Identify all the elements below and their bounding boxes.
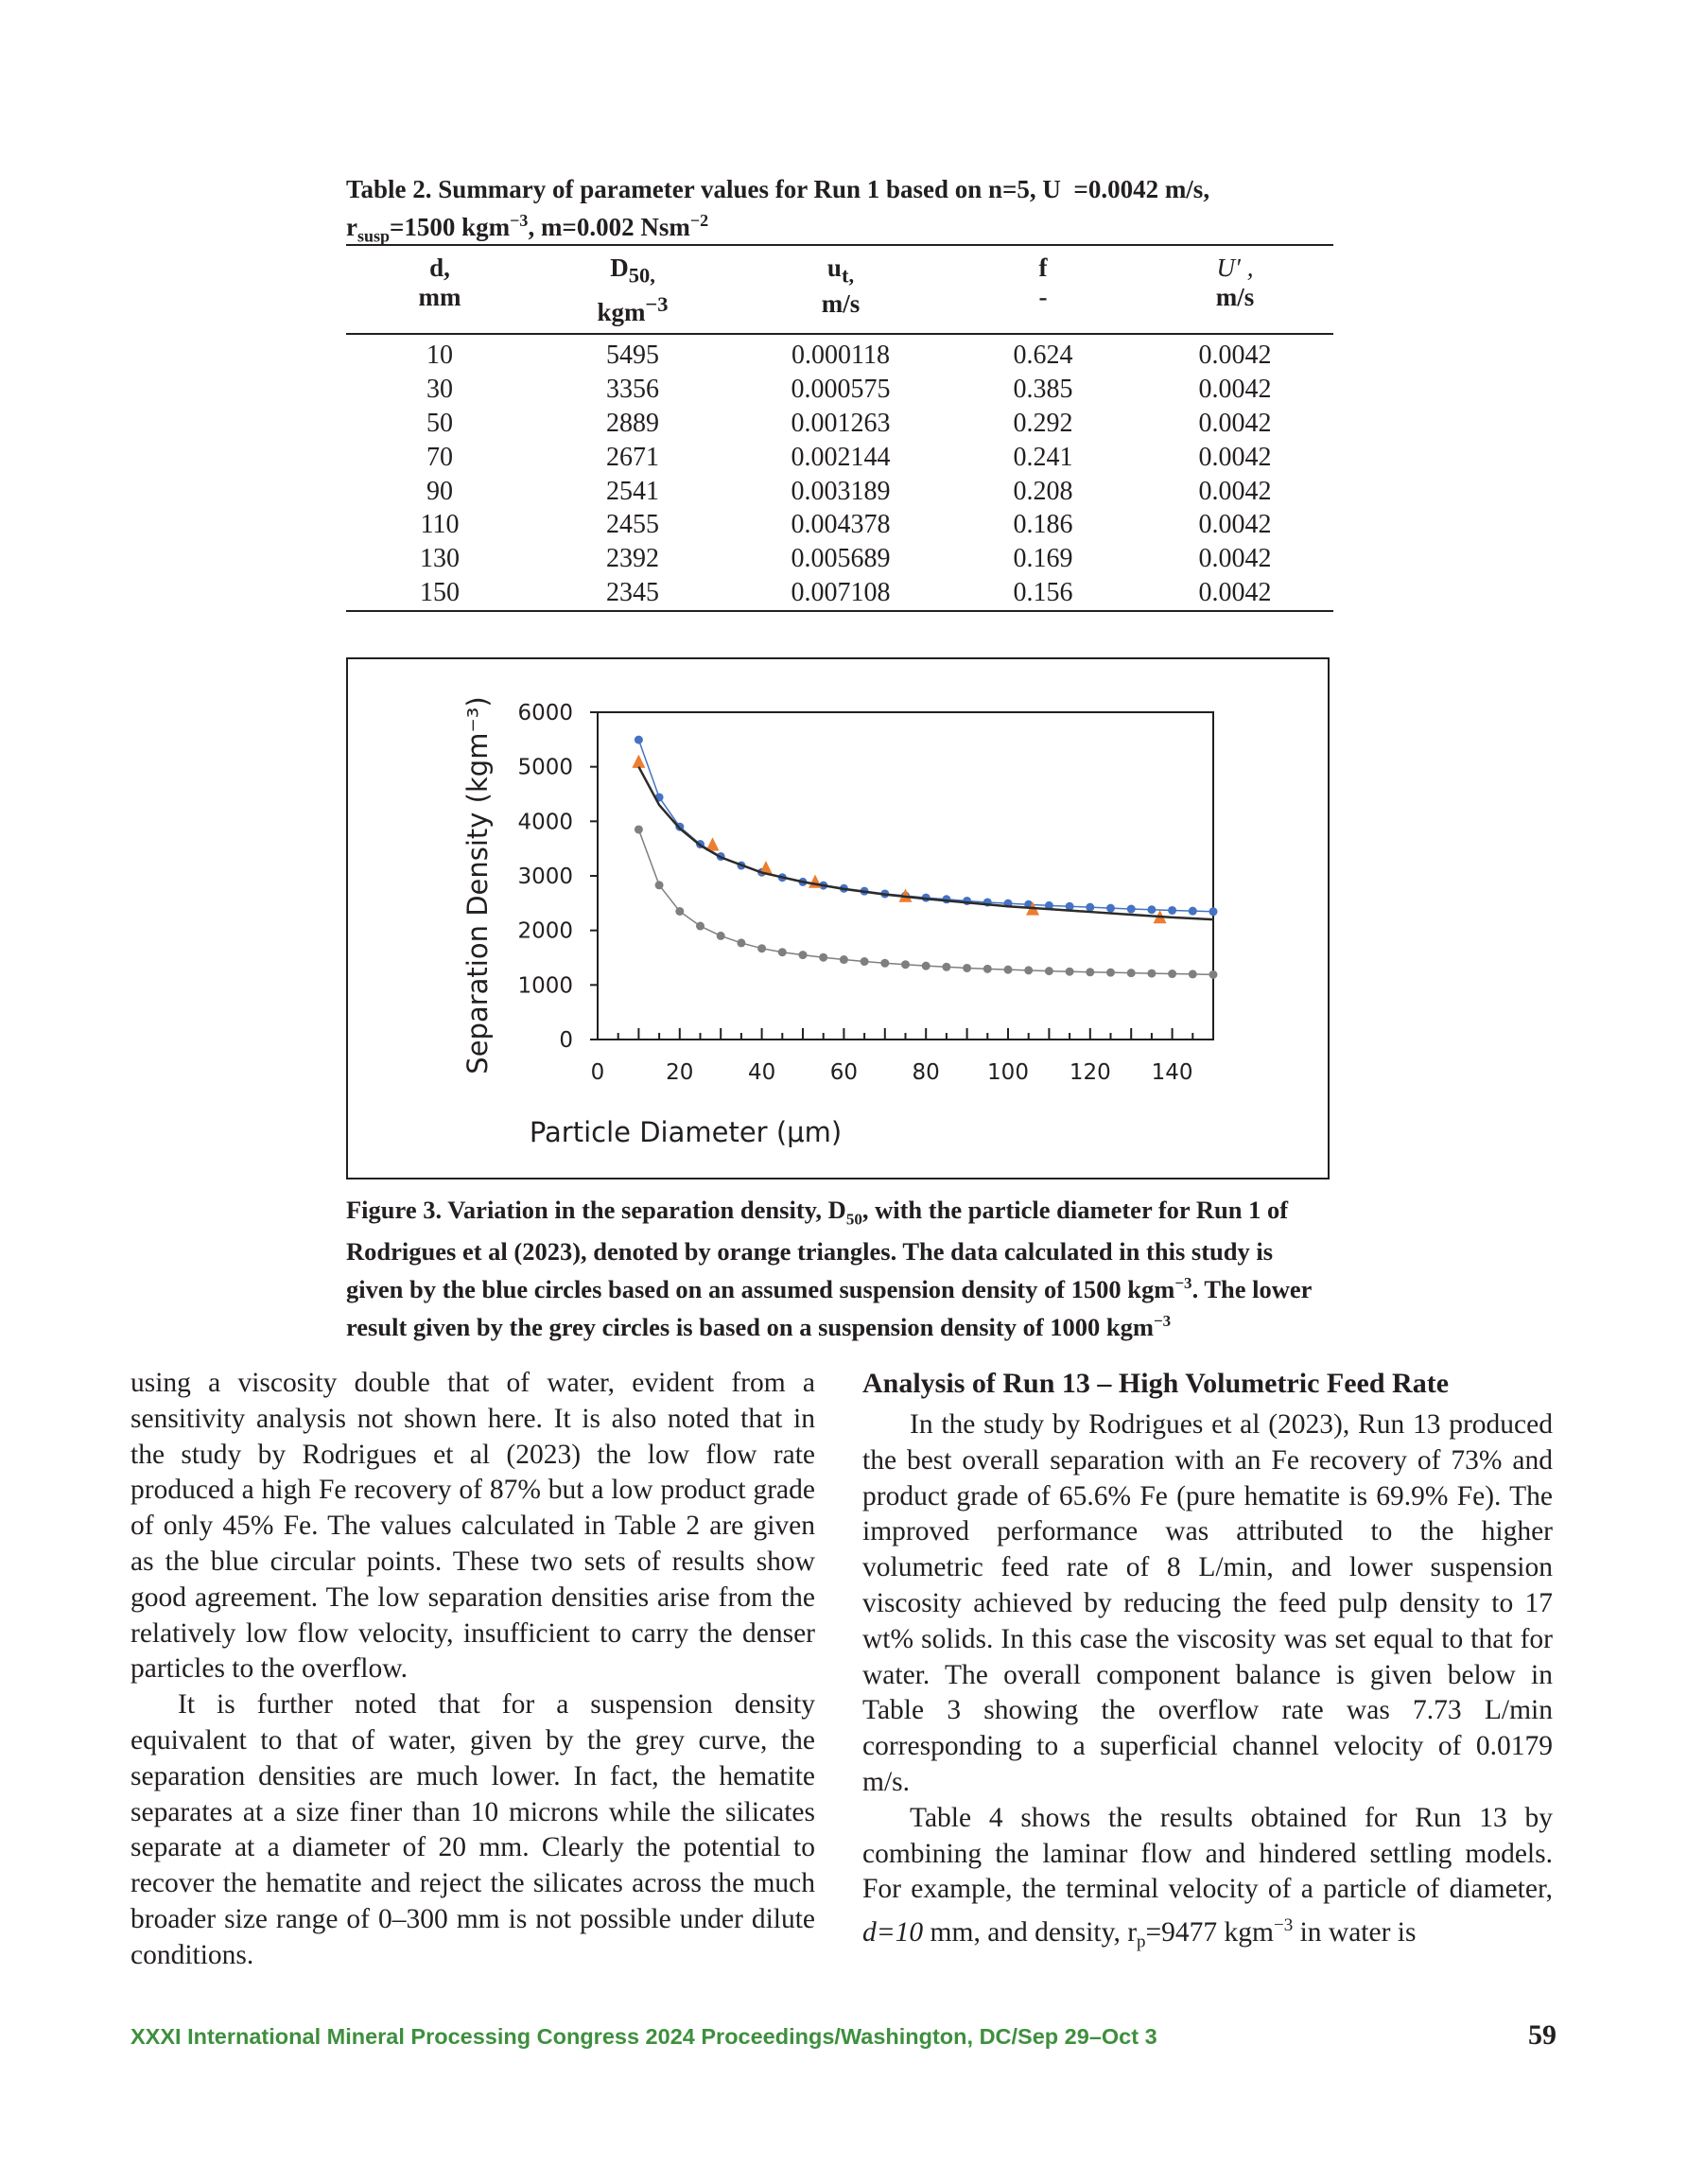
series-line (638, 830, 1213, 974)
header-ut (732, 245, 949, 334)
data-point (655, 881, 664, 889)
header-d50 (533, 245, 732, 334)
para2-diameter: d=10 (862, 1916, 924, 1948)
cell: 0.186 (1013, 510, 1073, 540)
table-row (346, 441, 1333, 475)
series-2 (635, 825, 1218, 978)
data-point (983, 965, 992, 973)
para2-text-c: =9477 kgm (1145, 1916, 1274, 1948)
x-tick-label: 140 (1151, 1060, 1193, 1085)
cell: 2392 (606, 544, 659, 574)
left-paragraph-1: using a viscosity double that of water, evident from a sensitivity analysis not shown here. It is also noted that in the study by Rodrigues et al (2023) the low flow rate produced a high Fe recovery of 87% but a low product grade of only 45% Fe. The values calculated in Table 2 are given as the blue circular points. These two sets of results show good agreement. The low separation densities arise from the relatively low flow velocity, insufficient to carry the denser particles to the overflow. (130, 1368, 815, 1685)
cell: 2671 (606, 442, 659, 472)
x-tick-label: 120 (1069, 1060, 1111, 1085)
cell: 0.0042 (1198, 408, 1272, 438)
figure-caption-part1: Figure 3. Variation in the separation density, D (346, 1196, 846, 1224)
data-point (675, 907, 684, 916)
cell: 0.0042 (1198, 375, 1272, 405)
data-point (778, 948, 787, 956)
cell: 0.156 (1013, 577, 1073, 607)
cell: 0.0042 (1198, 544, 1272, 574)
figure-caption-sup1: −3 (1174, 1274, 1192, 1293)
x-tick-label: 100 (987, 1060, 1029, 1085)
cell: 3356 (606, 375, 659, 405)
x-tick-label: 60 (829, 1060, 859, 1085)
cell: 0.000575 (791, 375, 891, 405)
data-point (861, 957, 869, 966)
left-column (130, 1366, 815, 1974)
rho-symbol: r (346, 213, 357, 241)
data-point (1209, 970, 1218, 979)
header-u-prime-unit: m/s (1215, 283, 1255, 311)
x-tick-label: 20 (666, 1060, 694, 1085)
cell: 0.005689 (791, 544, 891, 574)
header-ut-sub: t, (841, 263, 855, 288)
table-caption (346, 174, 1330, 252)
cell: 90 (426, 476, 453, 506)
cell: 150 (420, 577, 460, 607)
footer-conference-text: XXXI International Mineral Processing Congress 2024 Proceedings/Washington, DC/Sep 29–Oct 3 (130, 2024, 1157, 2049)
cell: 0.0042 (1198, 442, 1272, 472)
data-point (1045, 967, 1053, 975)
data-point (819, 953, 827, 962)
table-row (346, 508, 1333, 542)
series-layer (632, 736, 1217, 979)
cell: 0.385 (1013, 375, 1073, 405)
x-tick-label: 40 (747, 1060, 776, 1085)
cell: 50 (426, 408, 453, 438)
y-tick-label: 3000 (517, 865, 573, 889)
series-0 (635, 736, 1218, 917)
data-point (1147, 905, 1156, 914)
data-point (1106, 969, 1115, 977)
y-axis-title: Separation Density (kgm⁻³) (461, 696, 494, 1075)
y-tick-label: 6000 (517, 701, 573, 725)
data-point (1106, 904, 1115, 913)
figure-caption (346, 1194, 1333, 1343)
section-heading: Analysis of Run 13 – High Volumetric Feed Rate (862, 1368, 1450, 1399)
para2-sub: p (1137, 1931, 1146, 1952)
x-tick-label: 0 (590, 1060, 605, 1085)
data-point (799, 951, 808, 959)
cell: 0.241 (1013, 442, 1073, 472)
data-point (1066, 968, 1074, 976)
data-point (1189, 907, 1197, 916)
right-column (862, 1366, 1553, 1961)
rho-subscript: susp (357, 226, 391, 246)
data-point (1004, 966, 1013, 974)
page-number: 59 (1528, 2019, 1557, 2051)
data-point (1168, 970, 1176, 978)
table-row (346, 373, 1333, 407)
header-d50-unit: kgm (597, 298, 646, 327)
y-tick-label: 0 (559, 1028, 573, 1053)
para2-sup: −3 (1274, 1915, 1294, 1936)
data-point (963, 964, 971, 972)
para2-text-b: mm, and density, r (923, 1916, 1138, 1948)
series-1 (632, 755, 1166, 924)
cell: 0.004378 (791, 510, 891, 540)
x-tick-label: 80 (912, 1060, 940, 1085)
cell: 130 (420, 544, 460, 574)
series-line (638, 740, 1213, 912)
cell: 0.007108 (791, 577, 891, 607)
table-row (346, 407, 1333, 441)
header-ut-unit: m/s (821, 289, 861, 319)
cell: 0.0042 (1198, 510, 1272, 540)
data-point (901, 960, 910, 969)
parameter-table (346, 244, 1333, 612)
data-point (635, 825, 643, 833)
table-header-row (346, 245, 1333, 334)
table-row (346, 475, 1333, 509)
data-point (880, 959, 889, 968)
cell: 0.0042 (1198, 341, 1272, 371)
data-point (635, 736, 643, 744)
y-tick-label: 4000 (517, 810, 573, 835)
data-point (1086, 903, 1094, 912)
data-point (942, 963, 950, 971)
chart-svg (348, 659, 1328, 1178)
header-f (949, 245, 1137, 334)
data-point (1189, 970, 1197, 978)
cell: 0.292 (1013, 408, 1073, 438)
left-paragraph-2: It is further noted that for a suspension density equivalent to that of water, given by the grey curve, the separation densities are much lower. In fact, the hematite separates at a size finer than 10 microns while the silicates separate at a diameter of 20 mm. Clearly the potential to recover the hematite and reject the silicates across the much broader size range of 0–300 mm is not possible under dilute conditions. (130, 1689, 815, 1970)
figure-caption-part3: . The lower result given by the grey circles is based on a suspension density of 1000 kgm (346, 1275, 1312, 1341)
header-u-prime (1137, 245, 1333, 334)
data-point (1168, 906, 1176, 915)
data-point (696, 922, 704, 931)
cell: 0.000118 (791, 341, 890, 371)
figure-caption-sup2: −3 (1153, 1312, 1172, 1331)
table-row (346, 334, 1333, 373)
data-point (1127, 969, 1136, 977)
header-d50-top: D (610, 253, 629, 282)
cell: 2541 (606, 476, 659, 506)
data-point (737, 938, 745, 947)
cell: 70 (426, 442, 453, 472)
data-point (717, 932, 725, 940)
cell: 0.001263 (791, 408, 891, 438)
mu-value: , m=0.002 Nsm (528, 213, 690, 241)
cell: 110 (420, 510, 460, 540)
header-f-top: f (1038, 253, 1048, 282)
header-d50-unit-exp: −3 (645, 292, 669, 317)
right-paragraph-1: In the study by Rodrigues et al (2023), Run 13 produced the best overall separation with an Fe recovery of 73% and product grade of 65.6% Fe (pure hematite is 69.9% Fe). The improved performance was attributed to the higher volumetric feed rate of 8 L/min, and lower suspension viscosity achieved by reducing the feed pulp density to 17 wt% solids. In this case the viscosity was set equal to that for water. The overall component balance is given below in Table 3 showing the overflow rate was 7.73 L/min corresponding to a superficial channel velocity of 0.0179 m/s. (862, 1409, 1553, 1797)
cell: 0.624 (1013, 341, 1073, 371)
y-tick-label: 2000 (517, 918, 573, 944)
rho-exponent: −3 (510, 211, 529, 230)
right-paragraph-2 (862, 1801, 1553, 1961)
x-axis-title: Particle Diameter (μm) (529, 1116, 843, 1148)
data-point (1086, 968, 1094, 976)
header-f-unit: - (1038, 283, 1048, 311)
header-u-prime-top: U′ , (1216, 253, 1254, 282)
data-point (922, 962, 930, 970)
data-point (840, 955, 848, 964)
mu-exponent: −2 (689, 211, 709, 230)
figure-3-chart (346, 657, 1330, 1179)
cell: 2455 (606, 510, 659, 540)
data-point (1024, 966, 1033, 974)
header-d-unit: mm (418, 283, 461, 311)
rho-value: =1500 kgm (390, 213, 511, 241)
cell: 0.0042 (1198, 476, 1272, 506)
y-tick-label: 5000 (517, 755, 573, 780)
data-point (1127, 905, 1136, 914)
table-row (346, 542, 1333, 576)
cell: 5495 (606, 341, 659, 371)
cell: 10 (426, 341, 453, 371)
cell: 30 (426, 375, 453, 405)
data-point (757, 944, 766, 952)
y-tick-label: 1000 (517, 973, 573, 999)
table-row (346, 576, 1333, 611)
header-d-top: d, (429, 253, 450, 282)
cell: 0.0042 (1198, 577, 1272, 607)
figure-caption-sub: 50 (845, 1210, 862, 1229)
header-d (346, 245, 533, 334)
header-ut-top: u (826, 253, 842, 282)
cell: 2889 (606, 408, 659, 438)
table-caption-line1: Table 2. Summary of parameter values for Run 1 based on n=5, U =0.0042 m/s, (346, 175, 1210, 203)
cell: 2345 (606, 577, 659, 607)
cell: 0.003189 (791, 476, 891, 506)
figure-caption-part2: , with the particle diameter for Run 1 of Rodrigues et al (2023), denoted by orange triangles. The data calculated in this study is given by the blue circles based on an assumed suspension density of 1500 kgm (346, 1196, 1289, 1304)
cell: 0.169 (1013, 544, 1073, 574)
para2-text-e: in water is (1293, 1916, 1417, 1948)
data-point (1147, 970, 1156, 978)
header-d50-sub: 50, (628, 263, 655, 288)
data-point (1209, 907, 1218, 916)
para2-text-a: Table 4 shows the results obtained for Run 13 by combining the laminar flow and hindered settling models. For example, the terminal velocity of a particle of diameter, (862, 1802, 1553, 1905)
cell: 0.208 (1013, 476, 1073, 506)
cell: 0.002144 (791, 442, 891, 472)
plot-frame (598, 712, 1213, 1040)
data-point-triangle (632, 755, 645, 768)
